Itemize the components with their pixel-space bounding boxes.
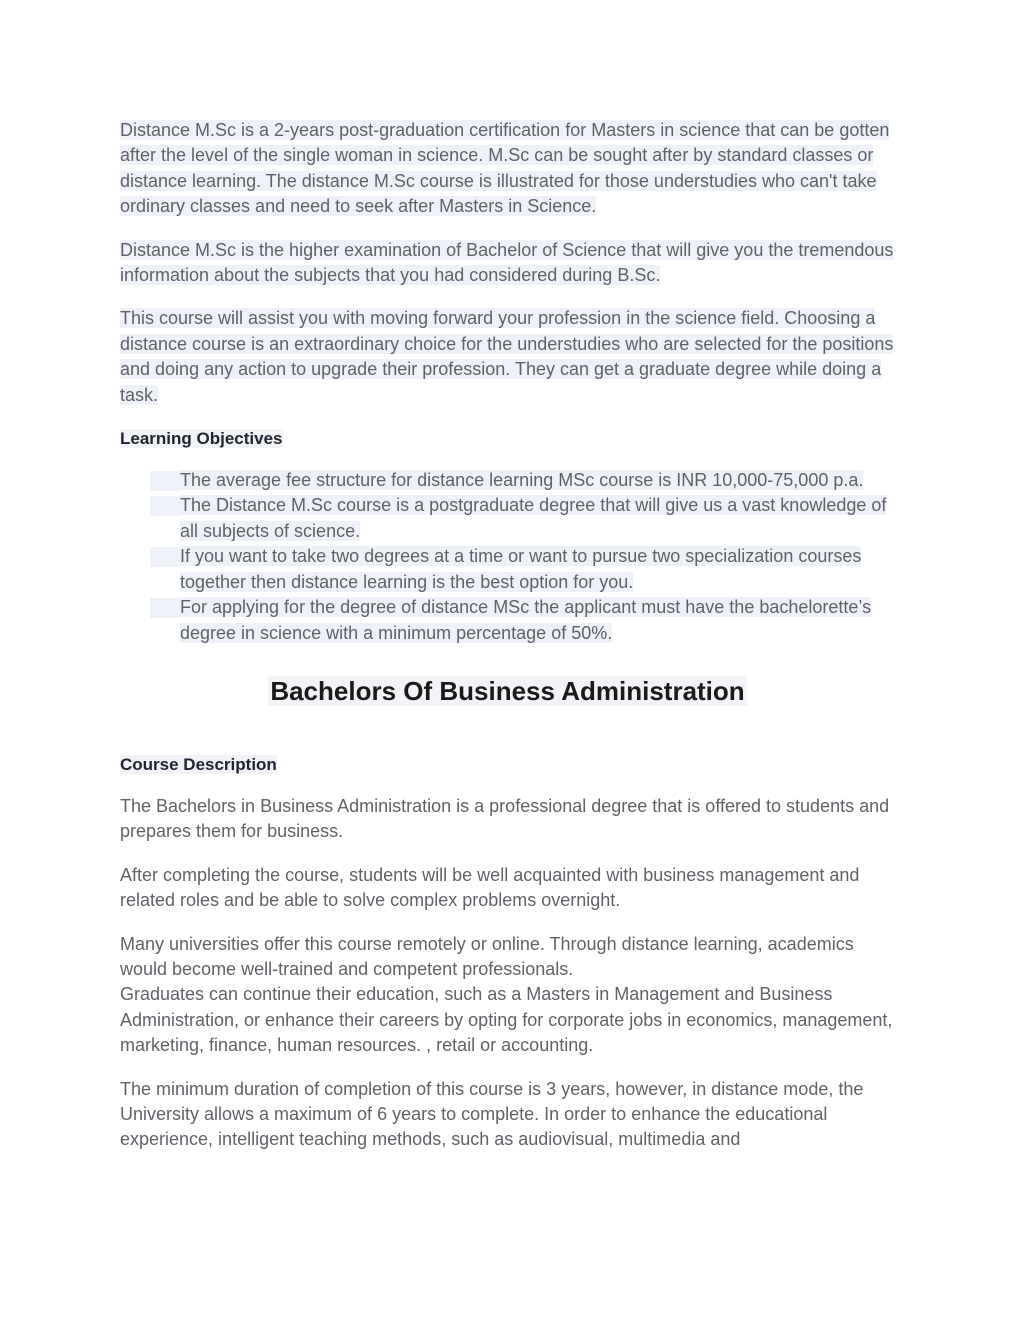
bba-paragraph: After completing the course, students will be well acquainted with business management and related roles and be able to solve complex problems overnight. <box>120 864 860 911</box>
bullet-marker <box>150 547 180 567</box>
document-page <box>120 118 895 1171</box>
intro-paragraph: Distance M.Sc is the higher examination of Bachelor of Science that will give you the tremendous information about the subjects that you had considered during B.Sc. <box>120 239 894 286</box>
learning-objectives-heading: Learning Objectives <box>120 429 283 449</box>
list-item: The Distance M.Sc course is a postgraduate degree that will give us a vast knowledge of all subjects of science. <box>120 493 895 544</box>
course-description-heading: Course Description <box>120 754 277 774</box>
bba-section-title: Bachelors Of Business Administration <box>270 675 745 706</box>
learning-objectives-list <box>120 468 895 646</box>
bba-paragraph: The Bachelors in Business Administration is a professional degree that is offered to students and prepares them for business. <box>120 795 890 842</box>
bullet-marker <box>150 598 180 618</box>
intro-paragraph: Distance M.Sc is a 2-years post-graduation certification for Masters in science that can be gotten after the level of the single woman in science. M.Sc can be sought after by standard classes or distance learning. The distance M.Sc course is illustrated for those understudies who can't take ordinary classes and need to seek after Masters in Science. <box>120 120 890 217</box>
list-item: For applying for the degree of distance MSc the applicant must have the bachelorette’s degree in science with a minimum percentage of 50%. <box>120 595 895 646</box>
intro-paragraph: This course will assist you with moving forward your profession in the science field. Choosing a distance course is an extraordinary choice for the understudies who are selected for the positions and doing any action to upgrade their profession. They can get a graduate degree while doing a task. <box>120 308 894 405</box>
bba-paragraph: Many universities offer this course remotely or online. Through distance learning, academics would become well-trained and competent professionals. Graduates can continue their education, such as a Masters in Management and Business Administration, or enhance their careers by opting for corporate jobs in economics, management, marketing, finance, human resources. , retail or accounting. <box>120 933 893 1056</box>
bullet-marker <box>150 496 180 516</box>
list-item: The average fee structure for distance learning MSc course is INR 10,000-75,000 p.a. <box>120 468 895 493</box>
bba-paragraph: The minimum duration of completion of this course is 3 years, however, in distance mode, the University allows a maximum of 6 years to complete. In order to enhance the educational experience, intelligent teaching methods, such as audiovisual, multimedia and <box>120 1078 864 1150</box>
bullet-marker <box>150 471 180 491</box>
list-item: If you want to take two degrees at a time or want to pursue two specialization courses together then distance learning is the best option for you. <box>120 544 895 595</box>
